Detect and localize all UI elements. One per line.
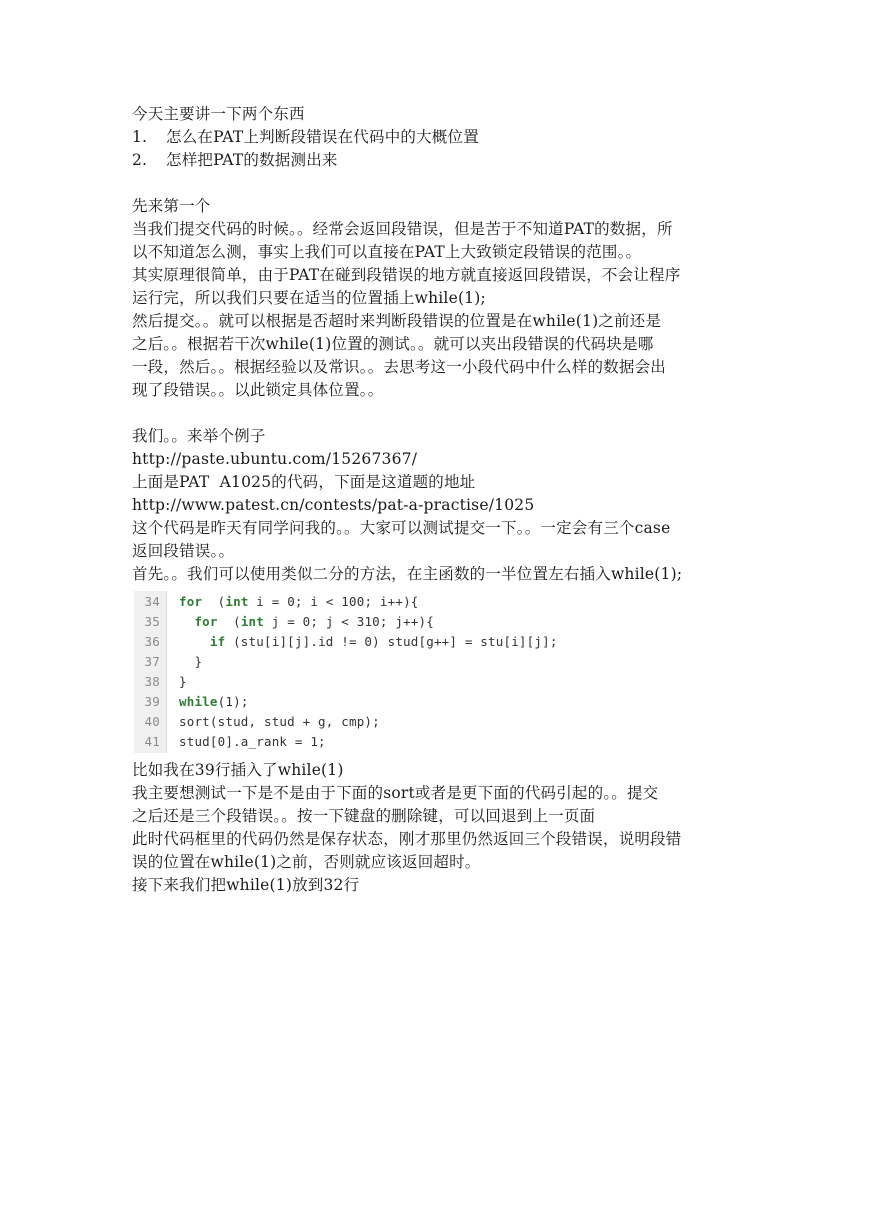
code-line [132, 652, 737, 672]
code-line-text: while(1); [179, 694, 249, 709]
paragraph-line: 误的位置在while(1)之前，否则就应该返回超时。 [132, 853, 481, 871]
code-line-number: 39 [144, 694, 160, 709]
list-text: 怎样把PAT的数据测出来 [166, 151, 338, 169]
code-line-text: for (int j = 0; j < 310; j++){ [194, 614, 434, 629]
code-line-text: for (int i = 0; i < 100; i++){ [179, 594, 419, 609]
code-line-text: } [179, 654, 203, 669]
paragraph-line: 之后。。根据若干次while(1)位置的测试。。就可以夹出段错误的代码块是哪 [132, 335, 654, 353]
blank-line [132, 172, 742, 195]
code-line-text: stud[0].a_rank = 1; [179, 734, 326, 749]
paragraph-line: 我们。。来举个例子 [132, 427, 266, 445]
paragraph-line: 比如我在39行插入了while(1) [132, 761, 344, 779]
code-screenshot [132, 591, 737, 753]
paragraph-line: 现了段错误。。以此锁定具体位置。。 [132, 381, 384, 399]
intro-line: 今天主要讲一下两个东西 [132, 105, 305, 123]
code-line [132, 592, 737, 612]
code-line-number: 37 [144, 654, 160, 669]
url-line[interactable]: http://paste.ubuntu.com/15267367/ [132, 450, 418, 468]
list-text: 怎么在PAT上判断段错误在代码中的大概位置 [166, 128, 479, 146]
code-line-number: 38 [144, 674, 160, 689]
paragraph-line: 运行完，所以我们只要在适当的位置插上while(1); [132, 289, 486, 307]
paragraph-line: 上面是PAT A1025的代码，下面是这道题的地址 [132, 473, 476, 491]
paragraph-line: 这个代码是昨天有同学问我的。。大家可以测试提交一下。。一定会有三个case [132, 519, 671, 537]
code-line [132, 672, 737, 692]
code-line [132, 632, 737, 652]
blank-line [132, 402, 742, 425]
paragraph-line: 我主要想测试一下是不是由于下面的sort或者是更下面的代码引起的。。提交 [132, 784, 659, 802]
paragraph-line: 之后还是三个段错误。。按一下键盘的删除键，可以回退到上一页面 [132, 807, 596, 825]
paragraph-line: 返回段错误。。 [132, 542, 235, 560]
list-item [132, 149, 742, 172]
url-line[interactable]: http://www.patest.cn/contests/pat-a-practise/1025 [132, 496, 535, 514]
code-line [132, 732, 737, 752]
code-line-number: 41 [144, 734, 160, 749]
paragraph-line: 以不知道怎么测，事实上我们可以直接在PAT上大致锁定段错误的范围。。 [132, 243, 642, 261]
code-line-number: 34 [144, 594, 160, 609]
list-number: 2. [132, 151, 148, 169]
list-number: 1. [132, 128, 148, 146]
paragraph-line: 当我们提交代码的时候。。经常会返回段错误，但是苦于不知道PAT的数据，所 [132, 220, 673, 238]
code-line [132, 612, 737, 632]
paragraph-line: 此时代码框里的代码仍然是保存状态，刚才那里仍然返回三个段错误，说明段错 [132, 830, 682, 848]
section-heading: 先来第一个 [132, 197, 211, 215]
code-line-text: } [179, 674, 187, 689]
code-line [132, 692, 737, 712]
document-body [132, 103, 742, 897]
code-line-number: 40 [144, 714, 160, 729]
code-line-number: 36 [144, 634, 160, 649]
paragraph-line: 接下来我们把while(1)放到32行 [132, 876, 360, 894]
paragraph-line: 然后提交。。就可以根据是否超时来判断段错误的位置是在while(1)之前还是 [132, 312, 662, 330]
code-line [132, 712, 737, 732]
paragraph-line: 一段，然后。。根据经验以及常识。。去思考这一小段代码中什么样的数据会出 [132, 358, 667, 376]
code-line-number: 35 [144, 614, 160, 629]
paragraph-line: 其实原理很简单，由于PAT在碰到段错误的地方就直接返回段错误，不会让程序 [132, 266, 681, 284]
paragraph-line: 首先。。我们可以使用类似二分的方法，在主函数的一半位置左右插入while(1); [132, 565, 683, 583]
code-line-text: sort(stud, stud + g, cmp); [179, 714, 380, 729]
code-line-text: if (stu[i][j].id != 0) stud[g++] = stu[i][j]; [209, 634, 558, 649]
list-item [132, 126, 742, 149]
